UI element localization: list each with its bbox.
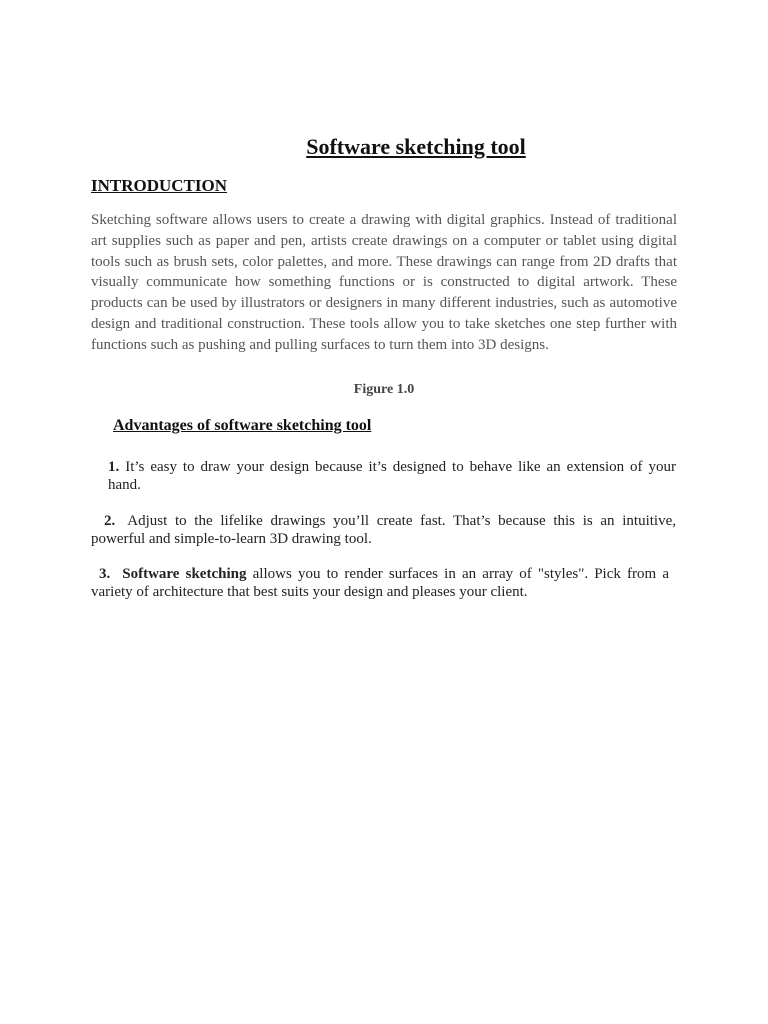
advantages-heading: Advantages of software sketching tool	[113, 417, 372, 434]
page-title: Software sketching tool	[306, 134, 526, 159]
item-text: allows you to render surfaces in an array of "styles". Pick from a variety of architecture that best suits your design and pleases your client.	[91, 566, 670, 600]
advantage-item-1	[108, 458, 676, 494]
item-number: 3.	[99, 566, 111, 582]
item-number: 1.	[108, 459, 120, 475]
figure-caption: Figure 1.0	[353, 382, 415, 397]
item-text: It’s easy to draw your design because it’s designed to behave like an extension of your hand.	[108, 459, 676, 493]
advantage-item-3	[91, 565, 669, 601]
item-number: 2.	[104, 513, 116, 529]
intro-heading: INTRODUCTION	[91, 176, 228, 195]
intro-paragraph: Sketching software allows users to create a drawing with digital graphics. Instead of traditional art supplies such as paper and pen, artists create drawings on a computer or tablet using digital tools such as brush sets, color palettes, and more. These drawings can range from 2D drafts that visually communicate how something functions or is constructed to digital artwork. These products can be used by illustrators or designers in many different industries, such as automotive design and traditional construction. These tools allow you to take sketches one step further with functions such as pushing and pulling surfaces to turn them into 3D designs.	[91, 212, 677, 353]
item-text: Adjust to the lifelike drawings you’ll create fast. That’s because this is an intuitive, powerful and simple-to-learn 3D drawing tool.	[91, 513, 676, 547]
item-bold-text: Software sketching	[122, 566, 247, 582]
advantage-item-2	[91, 512, 676, 548]
